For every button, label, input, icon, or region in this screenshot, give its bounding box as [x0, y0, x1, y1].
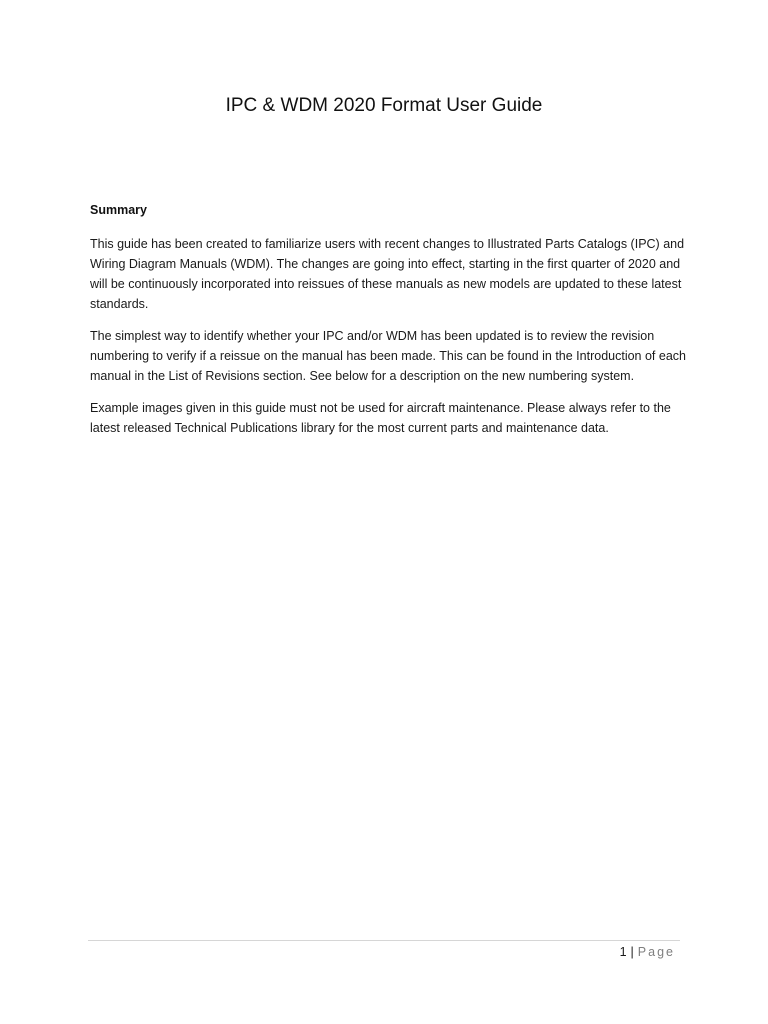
page-separator: |: [630, 945, 634, 959]
paragraph-disclaimer: Example images given in this guide must not be used for aircraft maintenance. Please always refer to the latest released Technical Publications library for the most current parts and maintenance data.: [90, 401, 671, 435]
footer-divider: [88, 940, 680, 941]
paragraph-intro: This guide has been created to familiarize users with recent changes to Illustrated Parts Catalogs (IPC) and Wiring Diagram Manuals (WDM). The changes are going into effect, starting in the first quarter of 2020 and will be continuously incorporated into reissues of these manuals as new models are updated to these latest standards.: [90, 237, 685, 311]
paragraph-revision-check: The simplest way to identify whether your IPC and/or WDM has been updated is to review the revision numbering to verify if a reissue on the manual has been made. This can be found in the Introduction of each manual in the List of Revisions section. See below for a description on the new numbering system.: [90, 329, 686, 383]
summary-heading: Summary: [90, 203, 147, 217]
page-label: Page: [637, 945, 675, 959]
page-footer: [620, 943, 675, 961]
document-title: IPC & WDM 2020 Format User Guide: [225, 95, 543, 116]
page-number: 1: [619, 945, 627, 959]
document-body: [90, 201, 690, 450]
